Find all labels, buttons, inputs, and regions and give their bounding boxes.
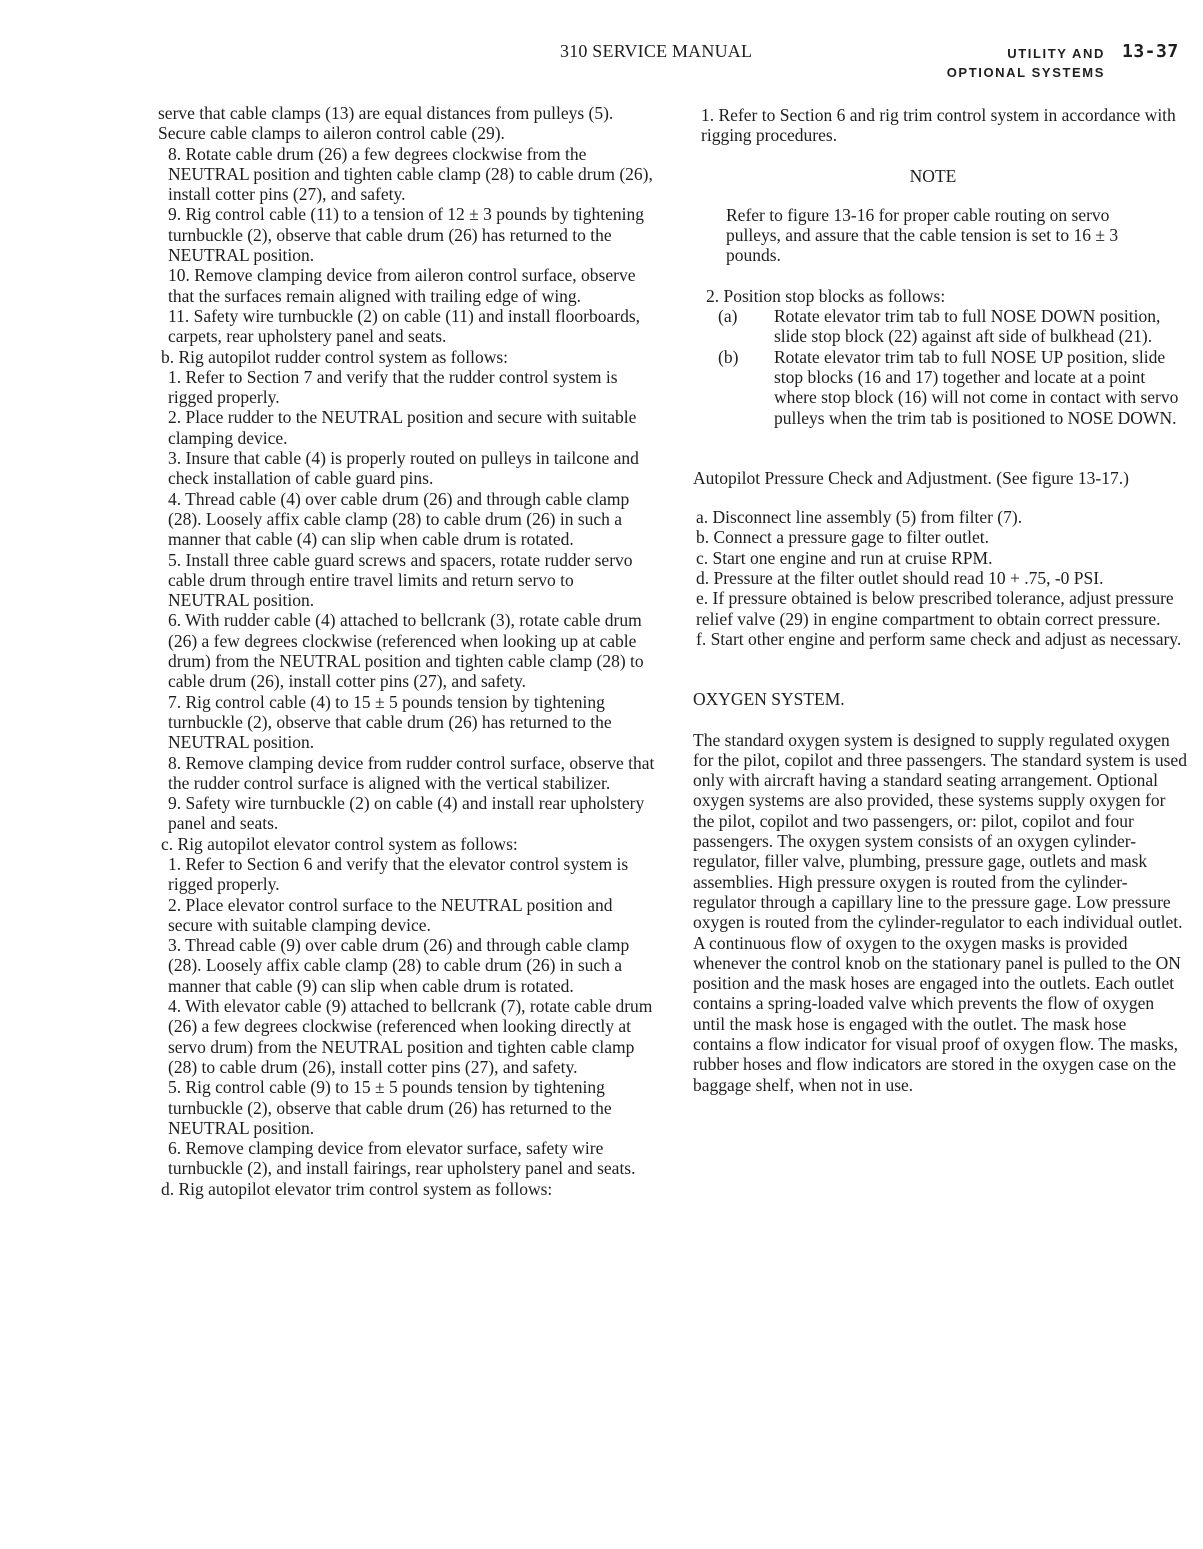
procedure-paragraph: 3. Insure that cable (4) is properly routed on pulleys in tailcone and check installation of cable guard pins. xyxy=(168,448,639,489)
procedure-paragraph: 9. Safety wire turnbuckle (2) on cable (4) and install rear upholstery panel and seats. xyxy=(168,793,645,834)
section-title xyxy=(910,44,1105,82)
procedure-paragraph: 10. Remove clamping device from aileron control surface, observe that the surfaces remain aligned with trailing edge of wing. xyxy=(168,265,636,306)
note-heading: NOTE xyxy=(909,165,957,186)
sub-step-b xyxy=(693,347,1188,428)
procedure-paragraph: 1. Refer to Section 7 and verify that the rudder control system is rigged properly. xyxy=(168,366,618,408)
manual-title: 310 SERVICE MANUAL xyxy=(560,41,753,61)
procedure-paragraph: 2. Place elevator control surface to the NEUTRAL position and secure with suitable clamping device. xyxy=(168,894,613,935)
section-title-line-1: UTILITY AND xyxy=(1007,46,1105,61)
right-column xyxy=(693,105,1188,1095)
procedure-paragraph: 4. With elevator cable (9) attached to bellcrank (7), rotate cable drum (26) a few degrees clockwise (referenced when looking directly at servo drum) from the NEUTRAL position and tighten cable clamp (28) to cable drum (26), install cotter pins (27), and safety. xyxy=(168,996,653,1077)
trim-step-2: 2. Position stop blocks as follows: xyxy=(706,285,946,306)
procedure-paragraph: c. Rig autopilot elevator control system as follows: xyxy=(161,833,518,854)
procedure-paragraph: 6. Remove clamping device from elevator surface, safety wire turnbuckle (2), and install fairings, rear upholstery panel and seats. xyxy=(168,1138,636,1179)
autopilot-step: f. Start other engine and perform same check and adjust as necessary. xyxy=(696,628,1182,649)
note-text: Refer to figure 13-16 for proper cable routing on servo pulleys, and assure that the cable tension is set to 16 ± 3 pounds. xyxy=(726,204,1119,266)
sub-step-label: (b) xyxy=(718,346,739,367)
page-number: 13-37 xyxy=(1122,41,1179,62)
sub-step-a xyxy=(693,306,1188,347)
left-column xyxy=(158,103,658,1199)
sub-step-label: (a) xyxy=(718,306,738,327)
procedure-paragraph: d. Rig autopilot elevator trim control system as follows: xyxy=(161,1178,553,1199)
sub-step-text: Rotate elevator trim tab to full NOSE DOWN position, slide stop block (22) against aft side of bulkhead (21). xyxy=(774,306,1161,347)
oxygen-system-heading: OXYGEN SYSTEM. xyxy=(693,689,845,710)
autopilot-step: c. Start one engine and run at cruise RPM. xyxy=(696,547,993,568)
procedure-paragraph: 1. Refer to Section 6 and verify that the elevator control system is rigged properly. xyxy=(168,853,629,895)
autopilot-step: b. Connect a pressure gage to filter outlet. xyxy=(696,527,990,548)
procedure-paragraph: b. Rig autopilot rudder control system as follows: xyxy=(161,346,509,367)
autopilot-steps-list xyxy=(693,507,1188,649)
procedure-paragraph: 3. Thread cable (9) over cable drum (26) and through cable clamp (28). Loosely affix cable clamp (28) to cable drum (26) in such a manner that cable (9) can slip when cable drum is rotated. xyxy=(168,935,630,996)
procedure-paragraph: 9. Rig control cable (11) to a tension of 12 ± 3 pounds by tightening turnbuckle (2), observe that cable drum (26) has returned to the NEUTRAL position. xyxy=(168,204,645,266)
procedure-paragraph: 8. Remove clamping device from rudder control surface, observe that the rudder control surface is aligned with the vertical stabilizer. xyxy=(168,752,655,793)
procedure-paragraph: serve that cable clamps (13) are equal distances from pulleys (5). Secure cable clamps to aileron control cable (29). xyxy=(158,103,614,144)
trim-step-1: 1. Refer to Section 6 and rig trim control system in accordance with rigging procedures. xyxy=(701,105,1176,146)
autopilot-step: e. If pressure obtained is below prescribed tolerance, adjust pressure relief valve (29) in engine compartment to obtain correct pressure. xyxy=(696,588,1174,629)
section-title-line-2: OPTIONAL SYSTEMS xyxy=(946,65,1105,80)
oxygen-system-description: The standard oxygen system is designed to supply regulated oxygen for the pilot, copilot and three passengers. The standard system is used only with aircraft having a standard seating arrangement. Optional oxygen systems are also provided, these systems supply oxygen for the pilot, copilot and two passengers, or: pilot, copilot and four passengers. The oxygen system consists of an oxygen cylinder-regulator, filler valve, plumbing, pressure gage, outlets and mask assemblies. High pressure oxygen is routed from the cylinder-regulator through a capillary line to the pressure gage. Low pressure oxygen is routed from the cylinder-regulator to each individual outlet. A continuous flow of oxygen to the oxygen masks is provided whenever the control knob on the stationary panel is pulled to the ON position and the mask hoses are engaged into the outlets. Each outlet contains a spring-loaded valve which prevents the flow of oxygen until the mask hose is engaged with the outlet. The mask hose contains a flow indicator for visual proof of oxygen flow. The masks, rubber hoses and flow indicators are stored in the oxygen case on the baggage shelf, when not in use. xyxy=(693,729,1187,1095)
sub-step-text: Rotate elevator trim tab to full NOSE UP position, slide stop blocks (16 and 17) together and locate at a point where stop block (16) will not come in contact with servo pulleys when the trim tab is positioned to NOSE DOWN. xyxy=(774,346,1179,428)
procedure-paragraph: 8. Rotate cable drum (26) a few degrees clockwise from the NEUTRAL position and tighten cable clamp (28) to cable drum (26), install cotter pins (27), and safety. xyxy=(168,143,653,205)
procedure-paragraph: 5. Rig control cable (9) to 15 ± 5 pounds tension by tightening turnbuckle (2), observe that cable drum (26) has returned to the NEUTRAL position. xyxy=(168,1077,612,1138)
autopilot-pressure-heading: Autopilot Pressure Check and Adjustment. (See figure 13-17.) xyxy=(693,467,1129,488)
procedure-paragraph: 5. Install three cable guard screws and spacers, rotate rudder servo cable drum through entire travel limits and return servo to NEUTRAL position. xyxy=(168,549,633,611)
procedure-paragraph: 2. Place rudder to the NEUTRAL position and secure with suitable clamping device. xyxy=(168,407,637,448)
procedure-paragraph: 4. Thread cable (4) over cable drum (26) and through cable clamp (28). Loosely affix cable clamp (28) to cable drum (26) in such a manner that cable (4) can slip when cable drum is rotated. xyxy=(168,488,630,550)
autopilot-step: a. Disconnect line assembly (5) from filter (7). xyxy=(696,507,1023,528)
procedure-paragraph: 6. With rudder cable (4) attached to bellcrank (3), rotate cable drum (26) a few degrees clockwise (referenced when looking up at cable drum) from the NEUTRAL position and tighten cable clamp (28) to cable drum (26), install cotter pins (27), and safety. xyxy=(168,610,644,692)
procedure-paragraph: 7. Rig control cable (4) to 15 ± 5 pounds tension by tightening turnbuckle (2), observe that cable drum (26) has returned to the NEUTRAL position. xyxy=(168,691,612,753)
autopilot-step: d. Pressure at the filter outlet should read 10 + .75, -0 PSI. xyxy=(696,568,1104,589)
procedure-paragraph: 11. Safety wire turnbuckle (2) on cable (11) and install floorboards, carpets, rear upholstery panel and seats. xyxy=(168,305,641,347)
